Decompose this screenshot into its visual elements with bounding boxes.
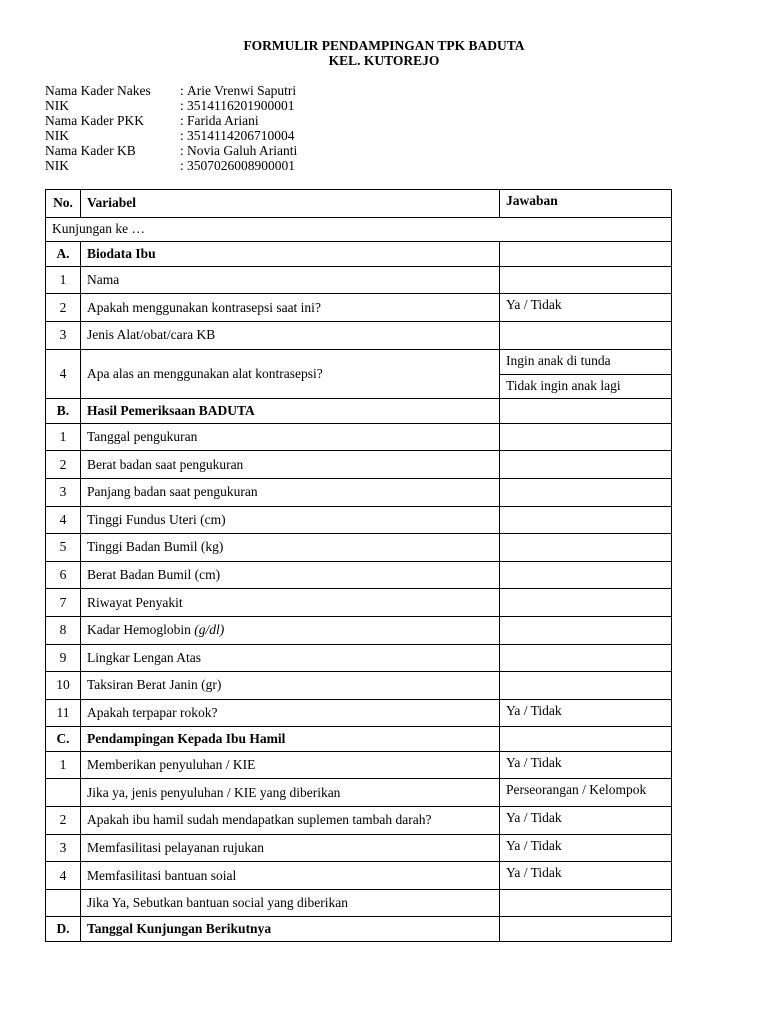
answer-cell[interactable] <box>500 644 672 672</box>
answer-cell[interactable] <box>500 889 672 917</box>
info-value: 3514116201900001 <box>187 98 295 113</box>
row-variable-unit: (g/dl) <box>194 622 225 638</box>
visit-row <box>46 217 672 242</box>
answer-cell <box>500 349 672 399</box>
row-variable: Apa alas an menggunakan alat kontrasepsi? <box>81 349 500 399</box>
answer-cell[interactable]: Ya / Tidak <box>500 699 672 727</box>
row-variable: Tanggal pengukuran <box>81 423 500 451</box>
row-variable: Nama <box>81 266 500 294</box>
table-row <box>46 349 672 399</box>
info-row <box>45 128 297 143</box>
row-number: 4 <box>46 349 81 399</box>
row-variable: Tinggi Badan Bumil (kg) <box>81 534 500 562</box>
table-row <box>46 807 672 835</box>
answer-cell[interactable] <box>500 534 672 562</box>
row-variable: Jenis Alat/obat/cara KB <box>81 321 500 349</box>
table-row <box>46 616 672 644</box>
section-row-c <box>46 727 672 752</box>
table-row <box>46 266 672 294</box>
row-number: 8 <box>46 616 81 644</box>
row-variable: Berat Badan Bumil (cm) <box>81 561 500 589</box>
row-variable-text: Kadar Hemoglobin <box>87 622 191 638</box>
section-number: B. <box>46 399 81 424</box>
info-row <box>45 158 297 173</box>
row-number: 5 <box>46 534 81 562</box>
info-label: NIK <box>45 98 69 113</box>
form-title: FORMULIR PENDAMPINGAN TPK BADUTA <box>243 38 525 53</box>
table-row <box>46 561 672 589</box>
answer-cell[interactable] <box>500 399 672 424</box>
answer-cell[interactable] <box>500 506 672 534</box>
row-number: 3 <box>46 834 81 862</box>
info-separator: : <box>180 98 184 113</box>
row-variable: Berat badan saat pengukuran <box>81 451 500 479</box>
row-number: 3 <box>46 321 81 349</box>
info-separator: : <box>180 158 184 173</box>
answer-cell[interactable] <box>500 672 672 700</box>
header-answer: Jawaban <box>500 190 672 218</box>
row-number: 1 <box>46 423 81 451</box>
answer-cell[interactable] <box>500 616 672 644</box>
table-row <box>46 672 672 700</box>
info-separator: : <box>180 143 184 158</box>
row-variable: Lingkar Lengan Atas <box>81 644 500 672</box>
row-number: 10 <box>46 672 81 700</box>
row-number: 2 <box>46 294 81 322</box>
table-row <box>46 834 672 862</box>
form-table <box>45 189 672 942</box>
row-variable: Taksiran Berat Janin (gr) <box>81 672 500 700</box>
info-value: Novia Galuh Arianti <box>187 143 298 158</box>
row-variable: Jika Ya, Sebutkan bantuan social yang diberikan <box>81 889 500 917</box>
row-number: 7 <box>46 589 81 617</box>
table-row <box>46 478 672 506</box>
section-row-d <box>46 917 672 942</box>
info-row <box>45 98 297 113</box>
info-label: NIK <box>45 158 69 173</box>
table-row <box>46 699 672 727</box>
row-variable: Riwayat Penyakit <box>81 589 500 617</box>
info-separator: : <box>180 128 184 143</box>
visit-cell[interactable]: Kunjungan ke … <box>46 217 672 242</box>
cadre-info <box>45 83 297 173</box>
table-row <box>46 644 672 672</box>
row-number: 11 <box>46 699 81 727</box>
table-row <box>46 294 672 322</box>
table-row <box>46 321 672 349</box>
section-row-a <box>46 242 672 267</box>
info-label: Nama Kader Nakes <box>45 83 151 98</box>
row-number: 6 <box>46 561 81 589</box>
section-number: D. <box>46 917 81 942</box>
info-separator: : <box>180 113 184 128</box>
row-number <box>46 889 81 917</box>
table-header-row <box>46 190 672 218</box>
answer-cell[interactable] <box>500 917 672 942</box>
answer-cell[interactable]: Ya / Tidak <box>500 807 672 835</box>
section-row-b <box>46 399 672 424</box>
answer-cell[interactable] <box>500 242 672 267</box>
answer-cell[interactable] <box>500 266 672 294</box>
answer-cell[interactable] <box>500 478 672 506</box>
table-row <box>46 589 672 617</box>
answer-cell[interactable] <box>500 561 672 589</box>
header-no: No. <box>46 190 81 218</box>
table-row <box>46 862 672 890</box>
info-label: Nama Kader KB <box>45 143 136 158</box>
info-separator: : <box>180 83 184 98</box>
section-title: Hasil Pemeriksaan BADUTA <box>81 399 500 424</box>
table-row <box>46 534 672 562</box>
answer-cell[interactable]: Ya / Tidak <box>500 834 672 862</box>
row-variable <box>81 616 500 644</box>
answer-cell[interactable]: Ya / Tidak <box>500 862 672 890</box>
answer-cell[interactable] <box>500 423 672 451</box>
row-variable: Apakah terpapar rokok? <box>81 699 500 727</box>
section-number: A. <box>46 242 81 267</box>
row-variable: Tinggi Fundus Uteri (cm) <box>81 506 500 534</box>
row-variable: Jika ya, jenis penyuluhan / KIE yang diberikan <box>81 779 500 807</box>
row-variable: Panjang badan saat pengukuran <box>81 478 500 506</box>
row-number: 2 <box>46 807 81 835</box>
row-variable: Apakah menggunakan kontrasepsi saat ini? <box>81 294 500 322</box>
section-title: Pendampingan Kepada Ibu Hamil <box>81 727 500 752</box>
row-number: 1 <box>46 751 81 779</box>
row-number <box>46 779 81 807</box>
section-title: Biodata Ibu <box>81 242 500 267</box>
row-number: 3 <box>46 478 81 506</box>
table-row <box>46 423 672 451</box>
answer-cell[interactable] <box>500 321 672 349</box>
answer-option[interactable]: Tidak ingin anak lagi <box>500 374 671 398</box>
section-number: C. <box>46 727 81 752</box>
table-row <box>46 751 672 779</box>
info-row <box>45 83 297 98</box>
row-number: 2 <box>46 451 81 479</box>
info-label: Nama Kader PKK <box>45 113 144 128</box>
answer-cell[interactable]: Perseorangan / Kelompok <box>500 779 672 807</box>
table-row <box>46 889 672 917</box>
answer-option[interactable]: Ingin anak di tunda <box>506 352 611 368</box>
answer-cell[interactable] <box>500 451 672 479</box>
table-row <box>46 451 672 479</box>
info-value: Arie Vrenwi Saputri <box>187 83 297 98</box>
info-label: NIK <box>45 128 69 143</box>
info-value: 3514114206710004 <box>187 128 295 143</box>
info-value: 3507026008900001 <box>187 158 295 173</box>
row-number: 9 <box>46 644 81 672</box>
section-title: Tanggal Kunjungan Berikutnya <box>81 917 500 942</box>
info-value: Farida Ariani <box>187 113 259 128</box>
table-row <box>46 506 672 534</box>
info-row <box>45 113 297 128</box>
row-variable: Apakah ibu hamil sudah mendapatkan suplemen tambah darah? <box>81 807 500 835</box>
answer-cell[interactable]: Ya / Tidak <box>500 751 672 779</box>
row-variable: Memfasilitasi pelayanan rujukan <box>81 834 500 862</box>
header-variable: Variabel <box>81 190 500 218</box>
row-number: 1 <box>46 266 81 294</box>
table-row <box>46 779 672 807</box>
row-number: 4 <box>46 862 81 890</box>
answer-cell[interactable]: Ya / Tidak <box>500 294 672 322</box>
row-variable: Memberikan penyuluhan / KIE <box>81 751 500 779</box>
answer-cell[interactable] <box>500 727 672 752</box>
form-subtitle: KEL. KUTOREJO <box>328 53 440 68</box>
row-number: 4 <box>46 506 81 534</box>
row-variable: Memfasilitasi bantuan soial <box>81 862 500 890</box>
info-row <box>45 143 297 158</box>
answer-cell[interactable] <box>500 589 672 617</box>
